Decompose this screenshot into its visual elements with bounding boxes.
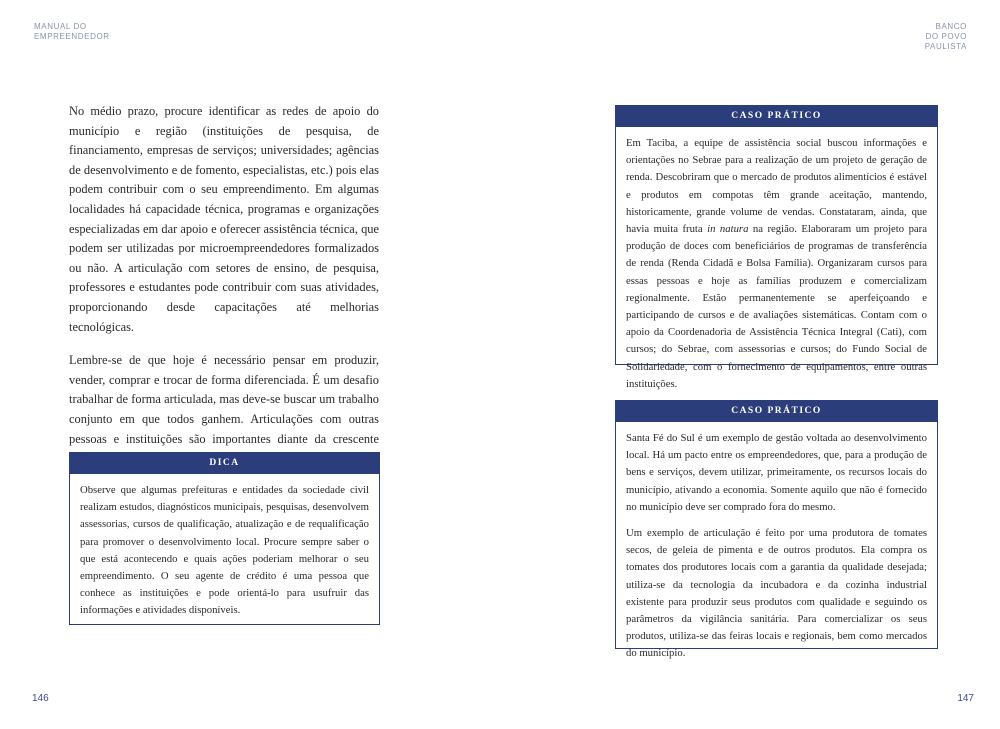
body-paragraph-2: Lembre-se de que hoje é necessário pensar em produzir, vender, comprar e trocar de forma diferenciada. É um desafio trabalhar de forma articulada, mas deve-se buscar um trabalho conjunto em que todos ganhem. Articulações com outras pessoas e instituições são importantes diante da crescente (69, 353, 379, 446)
caso-pratico-title-1: CASO PRÁTICO (616, 106, 937, 127)
running-head-right-line2: DO POVO (925, 32, 967, 41)
caso-pratico-paragraph-2: Um exemplo de articulação é feito por uma produtora de tomates secos, de geleia de pimenta e de outros produtos. Ela compra os tomates dos produtores locais com a garantia da qualidade desejada; utiliza-se da tecnologia da incubadora e da cozinha industrial existente para produzir seus produtos com qualidade e seguindo os parâmetros da vigilância sanitária. Para comercializar os seus produtos, utiliza-se das feiras locais e regionais, bem como mercados do município. (626, 527, 927, 660)
running-head-left-line1: MANUAL DO (34, 22, 87, 31)
dica-text: Observe que algumas prefeituras e entidades da sociedade civil realizam estudos, diagnósticos municipais, pesquisas, desenvolvem assessorias, cursos de qualificação, atualização e de requalificação para promover o desenvolvimento local. Procure sempre saber o que está acontecendo e quais ações poderiam melhorar o seu empreendimento. O seu agente de crédito é uma pessoa que conhece as instituições e pode orientá-lo para usufruir das informações e atividades disponíveis. (80, 484, 369, 617)
caso-pratico-box-taciba (615, 105, 938, 390)
caso-text-after: na região. Elaboraram um projeto para produção de doces com beneficiários de programas de transferência de renda (Renda Cidadã e Bolsa Família). Organizaram cursos para essas pessoas e hoje as famílias produzem e comercializam regionalmente. Estão permanentemente se aperfeiçoando e participando de cursos e de avaliações sistemáticas. Contam com o apoio da Coordenadoria de Assistência Técnica Integral (Cati), com cursos; do Sebrae, com assessorias e cursos; do Fundo Social de Solidariedade, com o fornecimento de equipamentos, entre outras instituições. (626, 223, 927, 390)
page-number-left: 146 (32, 693, 49, 704)
caso-pratico-paragraph-1: Santa Fé do Sul é um exemplo de gestão voltada ao desenvolvimento local. Há um pacto entre os empreendedores, que, para a produção de bens e serviços, devem utilizar, primeiramente, os recursos locais do município, ativando a economia. Somente aquilo que não é fornecido no município deve ser comprado fora do mesmo. (626, 432, 927, 513)
running-head-right (925, 22, 967, 52)
running-head-left-line2: EMPREENDEDOR (34, 32, 110, 41)
caso-pratico-body-2 (616, 422, 937, 669)
caso-pratico-box-santa-fe (615, 400, 938, 660)
running-head-right-line1: BANCO (935, 22, 967, 31)
body-paragraph-1: No médio prazo, procure identificar as redes de apoio do município e região (instituições de pesquisa, de financiamento, empresas de serviços; universidades; agências de desenvolvimento e de fomento, especialistas, etc.) pois elas podem contribuir com o seu empreendimento. Em algumas localidades há capacidade técnica, programas e organizações especializadas em dar apoio e oferecer assistência técnica, que podem ser utilizadas por microempreendedores formalizados ou não. A articulação com setores de ensino, de pesquisa, professores e estudantes pode contribuir com suas atividades, proporcionando desde capacitações até melhorias tecnológicas. (69, 104, 379, 334)
caso-text-italic: in natura (707, 223, 749, 236)
running-head-right-line3: PAULISTA (924, 42, 967, 51)
running-head-left (34, 22, 110, 42)
dica-box (69, 452, 380, 625)
caso-text-before: Em Taciba, a equipe de assistência social buscou informações e orientações no Sebrae para a realização de um projeto de geração de renda. Descobriram que o mercado de produtos alimentícios é estável e produtos em compotas têm grande aceitação, mantendo, historicamente, grande volume de vendas. Constataram, ainda, que havia muita fruta (626, 137, 927, 236)
dica-title: DICA (70, 453, 379, 474)
dica-body (70, 474, 379, 626)
caso-pratico-body-1 (616, 127, 937, 399)
left-page-body (69, 102, 379, 483)
caso-pratico-text-1 (626, 135, 927, 393)
page-number-right: 147 (957, 693, 974, 704)
caso-pratico-title-2: CASO PRÁTICO (616, 401, 937, 422)
